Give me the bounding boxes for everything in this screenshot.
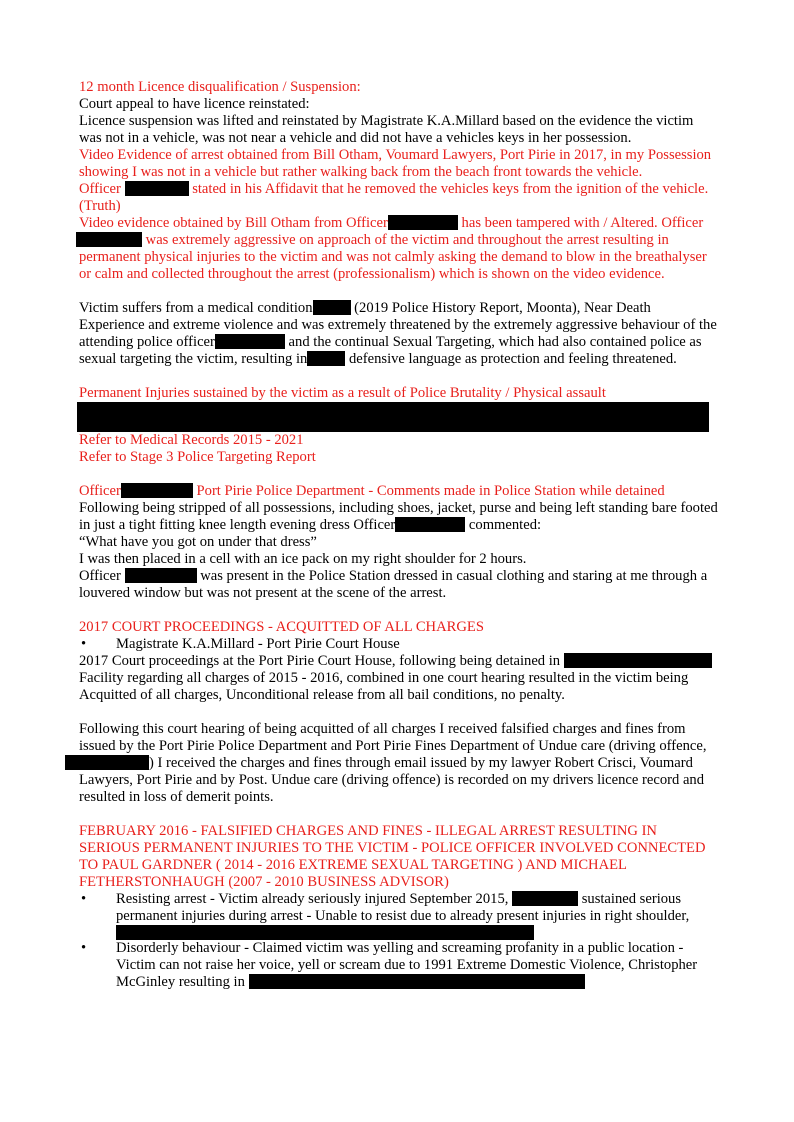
text: 2017 Court proceedings at the Port Pirie Court House, following being detained in bbox=[79, 653, 561, 669]
text: Victim suffers from a medical condition bbox=[79, 300, 313, 316]
paragraph: Refer to Stage 3 Police Targeting Report bbox=[79, 449, 316, 465]
text: (2019 Police History Report, Moonta), Near Death Experience and extreme violence and was extremely threatened by the extremely aggressive behaviour of the attending police officer bbox=[79, 300, 717, 350]
text: Officer bbox=[79, 568, 121, 584]
paragraph bbox=[79, 300, 719, 368]
section-heading-station bbox=[79, 483, 719, 500]
redaction bbox=[121, 483, 193, 498]
redaction bbox=[76, 232, 142, 247]
paragraph bbox=[79, 653, 719, 704]
redaction bbox=[307, 351, 345, 366]
paragraph bbox=[79, 721, 719, 806]
bullet-item bbox=[79, 891, 719, 940]
redaction bbox=[249, 974, 585, 989]
paragraph: Video Evidence of arrest obtained from Bill Otham, Voumard Lawyers, Port Pirie in 2017, in my Possession showing I was not in a vehicle but rather walking back from the beach front towards the vehicle. bbox=[79, 147, 712, 180]
bullet-icon: • bbox=[81, 940, 87, 956]
redaction bbox=[388, 215, 458, 230]
text: ) I received the charges and fines through email issued by my lawyer Robert Crisci, Voumard Lawyers, Port Pirie and by Post. Undue care (driving offence) is recorded on my drivers licence record and resulted in loss of demerit points. bbox=[79, 755, 705, 805]
text: defensive language as protection and feeling threatened. bbox=[348, 351, 677, 367]
bullet-item bbox=[79, 636, 719, 653]
paragraph bbox=[79, 215, 719, 283]
text: Facility regarding all charges of 2015 - 2016, combined in one court hearing resulted in the victim being Acquitted of all charges, Unconditional release from all bail conditions, no penalty. bbox=[79, 670, 689, 703]
text: Resisting arrest - Victim already seriously injured September 2015, bbox=[116, 891, 509, 907]
redaction bbox=[395, 517, 465, 532]
text: Disorderly behaviour - Claimed victim was yelling and screaming profanity in a public location - Victim can not raise her voice, yell or scream due to 1991 Extreme Domestic Violence, Christopher McGinley resulting in bbox=[116, 940, 698, 990]
paragraph: Refer to Medical Records 2015 - 2021 bbox=[79, 432, 304, 448]
redaction bbox=[313, 300, 351, 315]
redaction bbox=[512, 891, 578, 906]
section-heading-court: 2017 COURT PROCEEDINGS - ACQUITTED OF ALL CHARGES bbox=[79, 619, 484, 635]
redaction-block bbox=[77, 402, 709, 432]
text: sustained serious permanent injuries during arrest - Unable to resist due to already present injuries in right shoulder, bbox=[116, 891, 690, 924]
text: Port Pirie Police Department - Comments made in Police Station while detained bbox=[196, 483, 665, 499]
text: was extremely aggressive on approach of the victim and throughout the arrest resulting in permanent physical injuries to the victim and was not calmly asking the demand to blow in the breathalyser or calm and collected throughout the arrest (professionalism) which is shown on the video evidence. bbox=[79, 232, 707, 282]
bullet-icon: • bbox=[81, 636, 87, 652]
document-body bbox=[79, 79, 719, 991]
redaction bbox=[564, 653, 712, 668]
paragraph: Court appeal to have licence reinstated: bbox=[79, 96, 310, 112]
text: Following this court hearing of being acquitted of all charges I received falsified charges and fines from issued by the Port Pirie Police Department and Port Pirie Fines Department of Undue care (driving offence, bbox=[79, 721, 707, 754]
text: commented: bbox=[468, 517, 542, 533]
paragraph: Licence suspension was lifted and reinstated by Magistrate K.A.Millard based on the evidence the victim was not in a vehicle, was not near a vehicle and did not have a vehicles keys in her possession. bbox=[79, 113, 694, 146]
text: has been tampered with / Altered. Officer bbox=[461, 215, 704, 231]
text: Officer bbox=[79, 483, 121, 499]
text: Following being stripped of all possessions, including shoes, jacket, purse and being left standing bare footed in just a tight fitting knee length evening dress Officer bbox=[79, 500, 718, 533]
bullet-item bbox=[79, 940, 719, 991]
quote: “What have you got on under that dress” bbox=[79, 534, 317, 550]
text: Video evidence obtained by Bill Otham from Officer bbox=[79, 215, 388, 231]
paragraph bbox=[79, 500, 719, 534]
bullet-icon: • bbox=[81, 891, 87, 907]
text: and the continual Sexual Targeting, which had also contained police as sexual targeting the victim, resulting in bbox=[79, 334, 702, 367]
section-heading-injuries: Permanent Injuries sustained by the victim as a result of Police Brutality / Physical assault bbox=[79, 385, 606, 401]
text: Officer bbox=[79, 181, 121, 197]
redaction bbox=[65, 755, 149, 770]
redaction bbox=[125, 568, 197, 583]
text: Magistrate K.A.Millard - Port Pirie Court House bbox=[116, 636, 400, 652]
paragraph bbox=[79, 568, 719, 602]
section-heading-licence: 12 month Licence disqualification / Suspension: bbox=[79, 79, 361, 95]
redaction bbox=[116, 925, 534, 940]
section-heading-february: FEBRUARY 2016 - FALSIFIED CHARGES AND FINES - ILLEGAL ARREST RESULTING IN SERIOUS PERMANENT INJURIES TO THE VICTIM - POLICE OFFICER INVOLVED CONNECTED TO PAUL GARDNER ( 2014 - 2016 EXTREME SEXUAL TARGETING ) AND MICHAEL FETHERSTONHAUGH (2007 - 2010 BUSINESS ADVISOR) bbox=[79, 823, 706, 890]
text: stated in his Affidavit that he removed the vehicles keys from the ignition of the vehicle.(Truth) bbox=[79, 181, 709, 214]
redaction bbox=[215, 334, 285, 349]
paragraph: I was then placed in a cell with an ice pack on my right shoulder for 2 hours. bbox=[79, 551, 527, 567]
paragraph bbox=[79, 181, 719, 215]
redaction bbox=[125, 181, 189, 196]
text: was present in the Police Station dressed in casual clothing and staring at me through a louvered window but was not present at the scene of the arrest. bbox=[79, 568, 708, 601]
